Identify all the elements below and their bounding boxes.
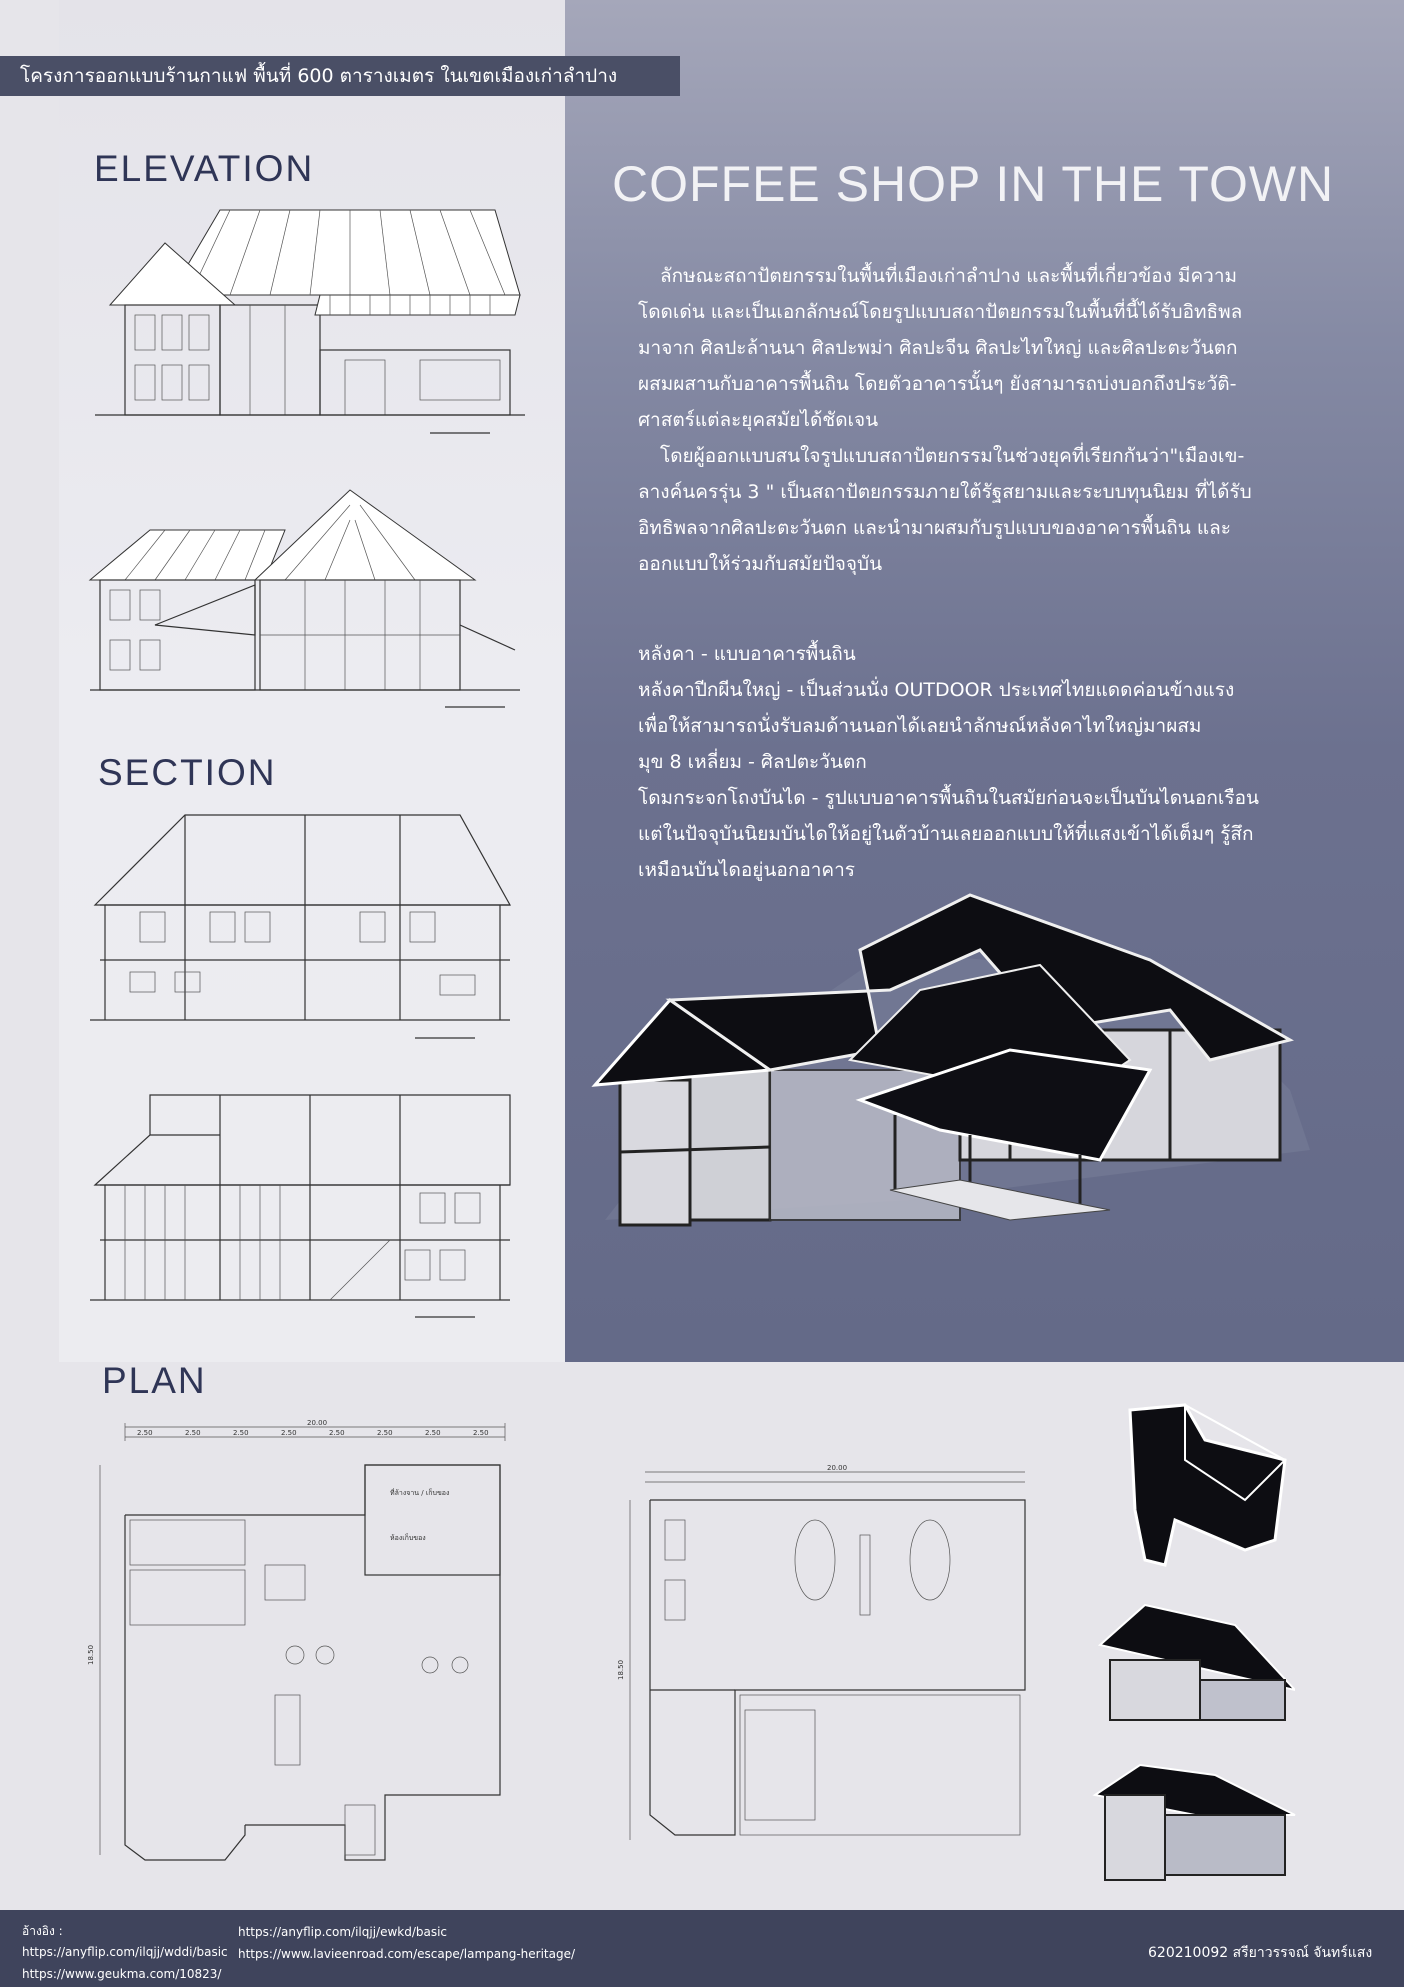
render-corner-view [1085, 1755, 1300, 1895]
elevation-front-drawing [90, 205, 530, 435]
author-credit: 620210092 สรียาวรรจณ์ จันทร์แสง [1148, 1945, 1373, 1961]
elevation-heading: ELEVATION [94, 148, 315, 189]
plan-heading: PLAN [102, 1360, 207, 1401]
intro-line: โดดเด่น และเป็นเอกลักษณ์โดยรูปแบบสถาปัตยกรรมในพื้นที่นี้ได้รับอิทธิพล [638, 301, 1243, 323]
section-heading: SECTION [98, 752, 277, 793]
reference-label: อ้างอิง : [22, 1924, 63, 1938]
intro-line: อิทธิพลจากศิลปะตะวันตก และนำมาผสมกับรูปแบบของอาคารพื้นถิน และ [638, 517, 1231, 539]
perspective-render [590, 890, 1330, 1290]
reference-link[interactable]: https://anyflip.com/ilqjj/wddi/basic [22, 1945, 228, 1959]
room-label-store: ห้องเก็บของ [390, 1534, 426, 1542]
plan-bay-dim: 2.50 [425, 1429, 441, 1437]
intro-line: มาจาก ศิลปะล้านนา ศิลปะพม่า ศิลปะจีน ศิลปะไทใหญ่ และศิลปะตะวันตก [638, 337, 1238, 359]
reference-link[interactable]: https://www.geukma.com/10823/ [22, 1967, 222, 1981]
section-a-drawing [80, 810, 520, 1045]
note-line: เหมือนบันไดอยู่นอกอาคาร [638, 859, 855, 881]
floor-plan-ground [85, 1415, 525, 1870]
room-label-wash: ที่ล้างจาน / เก็บของ [390, 1489, 450, 1497]
plan-bay-dim: 2.50 [473, 1429, 489, 1437]
floor-plan-upper [615, 1460, 1035, 1860]
project-banner: โครงการออกแบบร้านกาแฟ พื้นที่ 600 ตารางเมตร ในเขตเมืองเก่าลำปาง [0, 56, 680, 96]
plan-bay-dim: 2.50 [281, 1429, 297, 1437]
reference-link[interactable]: https://www.lavieenroad.com/escape/lampang-heritage/ [238, 1947, 576, 1961]
note-line: โดมกระจกโถงบันได - รูปแบบอาคารพื้นถินในสมัยก่อนจะเป็นบันไดนอกเรือน [638, 787, 1260, 809]
plan-total-depth: 18.50 [87, 1644, 95, 1665]
plan-total-width: 20.00 [827, 1464, 848, 1472]
section-b-drawing [80, 1085, 520, 1325]
note-line: มุข 8 เหลี่ยม - ศิลปตะวันตก [638, 751, 867, 773]
plan-bay-dim: 2.50 [329, 1429, 345, 1437]
footer [0, 1910, 1404, 1987]
intro-line: ออกแบบให้ร่วมกับสมัยปัจจุบัน [638, 553, 883, 575]
intro-line: โดยผู้ออกแบบสนใจรูปแบบสถาปัตยกรรมในช่วงยุคที่เรียกกันว่า"เมืองเข- [660, 445, 1245, 467]
plan-bay-dim: 2.50 [137, 1429, 153, 1437]
design-notes [638, 636, 1318, 888]
intro-text [638, 258, 1318, 582]
render-side-view [1095, 1600, 1295, 1745]
elevation-side-drawing [85, 485, 525, 715]
plan-bay-dim: 2.50 [185, 1429, 201, 1437]
plan-bay-dim: 2.50 [377, 1429, 393, 1437]
note-line: เพื่อให้สามารถนั่งรับลมด้านนอกได้เลยนำลักษณ์หลังคาไทใหญ่มาผสม [638, 715, 1202, 737]
plan-bay-dim: 2.50 [233, 1429, 249, 1437]
note-line: แต่ในปัจจุบันนิยมบันไดให้อยู่ในตัวบ้านเลยออกแบบให้ที่แสงเข้าได้เต็มๆ รู้สึก [638, 823, 1254, 845]
hero-title: COFFEE SHOP IN THE TOWN [612, 156, 1335, 212]
intro-line: ลางค์นครรุ่น 3 " เป็นสถาปัตยกรรมภายใต้รัฐสยามและระบบทุนนิยม ที่ได้รับ [638, 481, 1252, 503]
render-top-view [1125, 1400, 1300, 1580]
intro-line: ลักษณะสถาปัตยกรรมในพื้นที่เมืองเก่าลำปาง และพื้นที่เกี่ยวข้อง มีความ [660, 265, 1238, 287]
plan-total-width: 20.00 [307, 1419, 328, 1427]
plan-total-depth: 18.50 [617, 1659, 625, 1680]
reference-link[interactable]: https://anyflip.com/ilqjj/ewkd/basic [238, 1925, 448, 1939]
note-line: หลังคาปีกผีนใหญ่ - เป็นส่วนนั่ง OUTDOOR ประเทศไทยแดดค่อนข้างแรง [638, 679, 1235, 701]
intro-line: ศาสตร์แต่ละยุคสมัยได้ชัดเจน [638, 409, 879, 431]
note-line: หลังคา - แบบอาคารพื้นถิน [638, 643, 856, 665]
intro-line: ผสมผสานกับอาคารพื้นถิน โดยตัวอาคารนั้นๆ ยังสามารถบ่งบอกถึงประวัติ- [638, 373, 1237, 395]
